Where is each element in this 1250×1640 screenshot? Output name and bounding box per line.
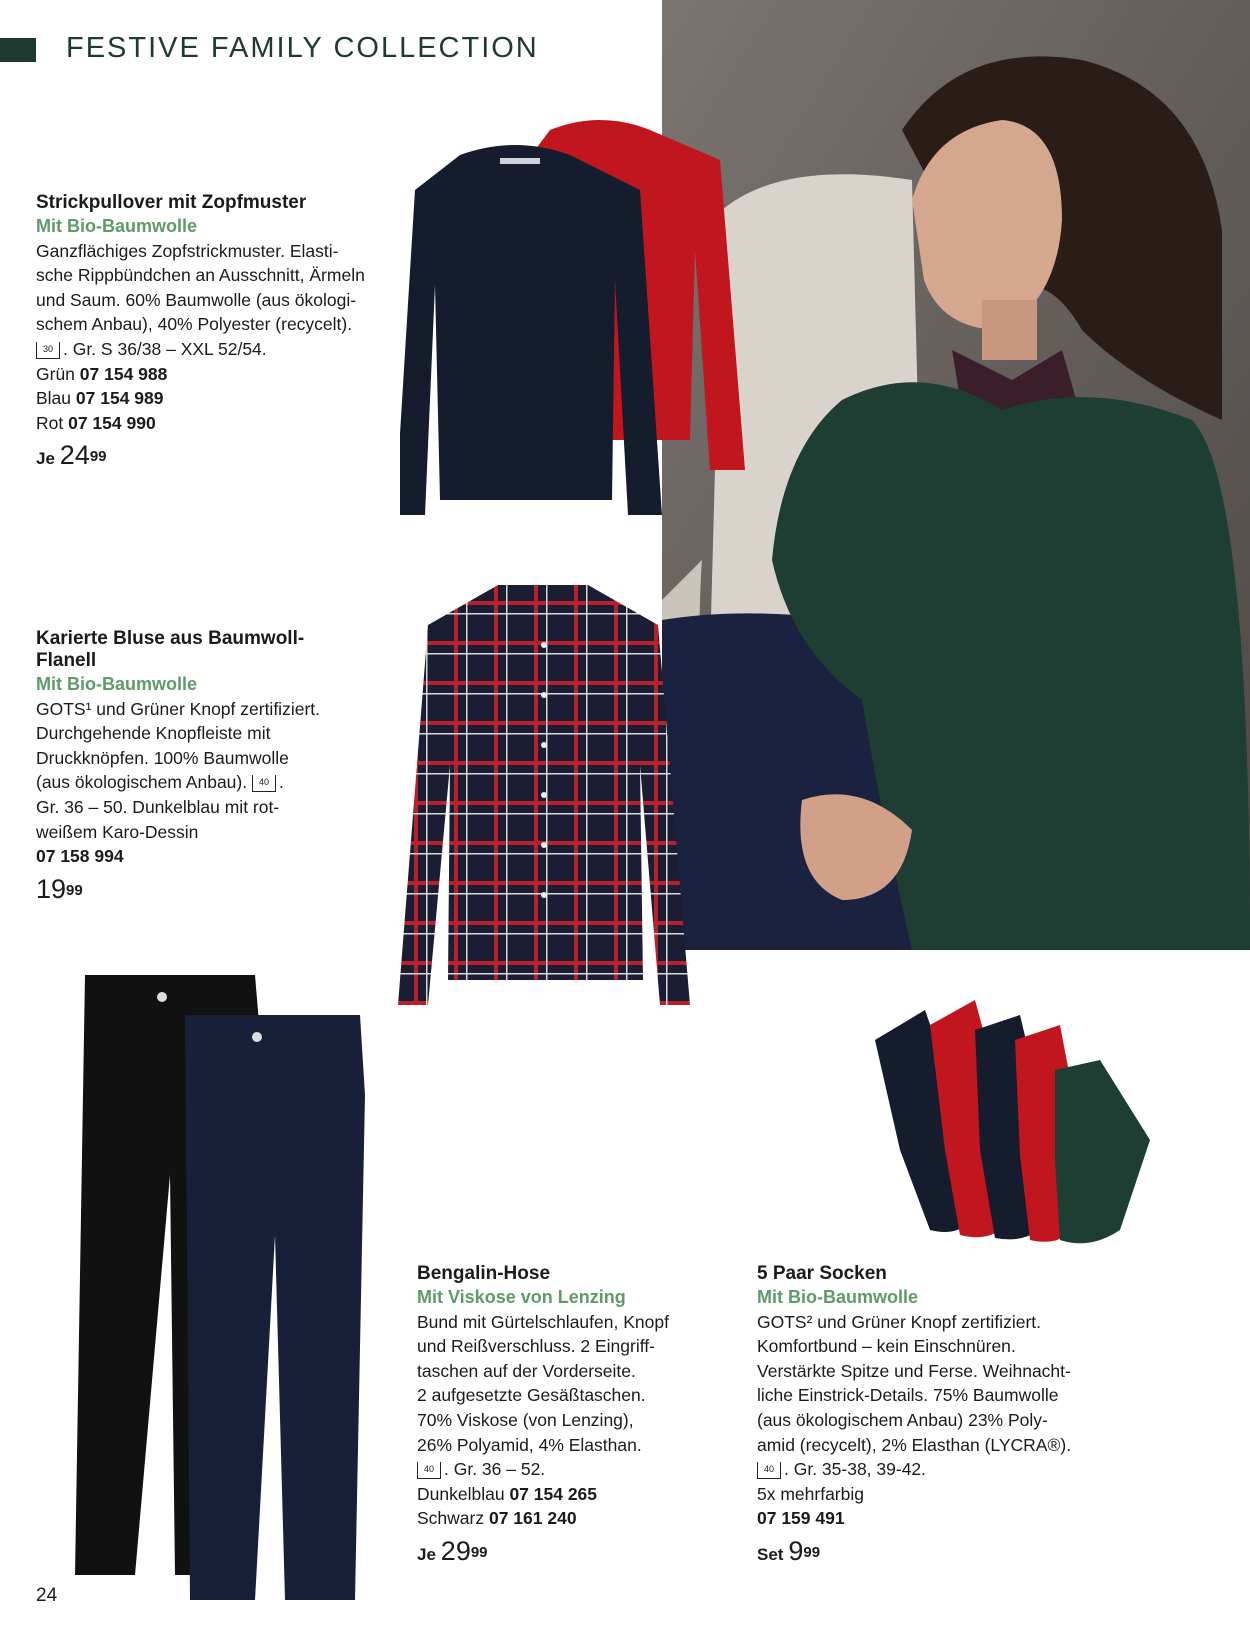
model-photo-illustration: [662, 0, 1250, 950]
model-photo: [662, 0, 1250, 950]
description-line: taschen auf der Vorderseite.: [417, 1360, 636, 1381]
description-line: 26% Polyamid, 4% Elasthan.: [417, 1434, 642, 1455]
description-line: (aus ökologischem Anbau). 40 .: [36, 772, 284, 793]
price: Je 2499: [36, 440, 107, 471]
description-line: Bund mit Gürtelschlaufen, Knopf: [417, 1311, 669, 1332]
description-line: 70% Viskose (von Lenzing),: [417, 1409, 634, 1430]
product-pullover: [36, 192, 396, 472]
description-line: 2 aufgesetzte Gesäßtaschen.: [417, 1385, 646, 1406]
description-line: Durchgehende Knopfleiste mit: [36, 723, 271, 744]
article-line: Schwarz 07 161 240: [417, 1508, 577, 1529]
description-line: Ganzflächiges Zopfstrickmuster. Elasti-: [36, 240, 339, 261]
description-line: GOTS¹ und Grüner Knopf zertifiziert.: [36, 698, 320, 719]
size-line: 30 . Gr. S 36/38 – XXL 52/54.: [36, 337, 396, 362]
price: 1999: [36, 873, 83, 904]
product-title: 5 Paar Socken: [757, 1263, 887, 1284]
description-line: 5x mehrfarbig: [757, 1483, 864, 1504]
header-accent-bar: [0, 38, 36, 62]
pullover-image: [400, 110, 750, 550]
description-line: weißem Karo-Dessin: [36, 821, 199, 842]
product-title-line: Karierte Bluse aus Baumwoll-: [36, 628, 305, 649]
wash-icon: 40: [757, 1462, 781, 1479]
size-line: 40 . Gr. 36 – 52.: [417, 1457, 737, 1482]
article-number: 07 159 491: [757, 1508, 845, 1529]
product-subtitle: Mit Bio-Baumwolle: [36, 674, 197, 694]
wash-icon: 30: [36, 342, 60, 359]
article-line: Dunkelblau 07 154 265: [417, 1483, 598, 1504]
description-line: (aus ökologischem Anbau) 23% Poly-: [757, 1409, 1048, 1430]
description-line: Komfortbund – kein Einschnüren.: [757, 1336, 1016, 1357]
description-line: liche Einstrick-Details. 75% Baumwolle: [757, 1385, 1059, 1406]
description-line: Verstärkte Spitze und Ferse. Weihnacht-: [757, 1360, 1071, 1381]
price: Je 2999: [417, 1535, 488, 1566]
description-line: GOTS² und Grüner Knopf zertifiziert.: [757, 1311, 1041, 1332]
product-title: Strickpullover mit Zopfmuster: [36, 192, 307, 213]
product-blouse: [36, 628, 396, 904]
article-line: Grün 07 154 988: [36, 363, 168, 384]
wash-icon: 40: [252, 775, 276, 792]
socks-image: [870, 1000, 1150, 1250]
product-title: Bengalin-Hose: [417, 1263, 551, 1284]
product-subtitle: Mit Bio-Baumwolle: [36, 216, 197, 236]
page-number: 24: [36, 1585, 58, 1606]
price: Set 999: [757, 1535, 821, 1566]
description-line: und Saum. 60% Baumwolle (aus ökologi-: [36, 289, 357, 310]
product-socks: [757, 1263, 1107, 1568]
product-trousers: [417, 1263, 737, 1568]
size-line: 40 . Gr. 35-38, 39-42.: [757, 1457, 1107, 1482]
description-line: sche Rippbündchen an Ausschnitt, Ärmeln: [36, 265, 365, 286]
wash-icon: 40: [417, 1462, 441, 1479]
trousers-image: [75, 975, 375, 1605]
product-subtitle: Mit Viskose von Lenzing: [417, 1287, 626, 1307]
product-subtitle: Mit Bio-Baumwolle: [757, 1287, 918, 1307]
description-line: Druckknöpfen. 100% Baumwolle: [36, 747, 289, 768]
article-line: Rot 07 154 990: [36, 412, 156, 433]
description-line: amid (recycelt), 2% Elasthan (LYCRA®).: [757, 1434, 1072, 1455]
description-line: Gr. 36 – 50. Dunkelblau mit rot-: [36, 796, 280, 817]
product-title-line: Flanell: [36, 650, 97, 671]
description-line: schem Anbau), 40% Polyester (recycelt).: [36, 314, 353, 335]
article-line: Blau 07 154 989: [36, 388, 164, 409]
blouse-image: [398, 585, 690, 1020]
description-line: und Reißverschluss. 2 Eingriff-: [417, 1336, 655, 1357]
article-number: 07 158 994: [36, 846, 124, 867]
page-title: FESTIVE FAMILY COLLECTION: [66, 32, 539, 64]
